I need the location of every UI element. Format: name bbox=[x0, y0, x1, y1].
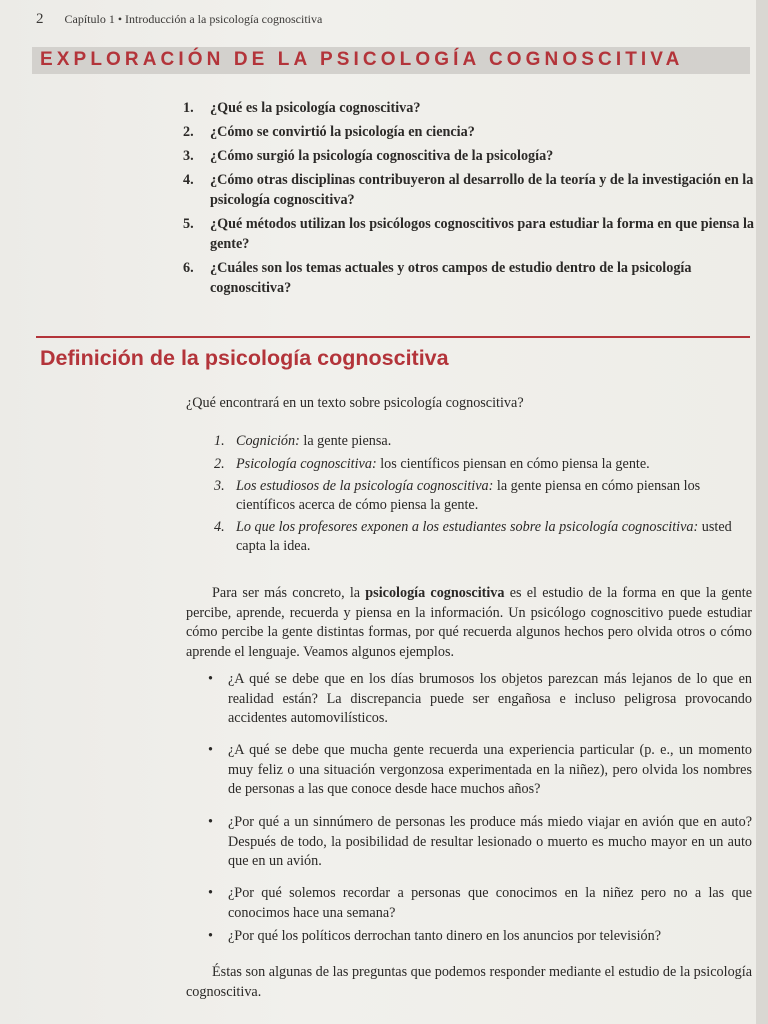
closing-paragraph: Éstas son algunas de las preguntas que podemos responder mediante el estudio de la psicología cognoscitiva. bbox=[186, 964, 752, 1000]
bullet-icon: • bbox=[208, 885, 213, 901]
bullet-item: • ¿Por qué solemos recordar a personas que conocimos en la niñez pero no a las que conocimos hace una semana? bbox=[208, 885, 752, 921]
definition-item: 3. Los estudiosos de la psicología cognoscitiva: la gente piensa en cómo piensan los científicos acerca de cómo piensa la gente. bbox=[214, 478, 701, 513]
bullet-icon: • bbox=[208, 928, 213, 944]
question-item: 4. ¿Cómo otras disciplinas contribuyeron al desarrollo de la teoría y de la investigación en la psicología cognoscitiva? bbox=[183, 172, 754, 208]
definition-term: Los estudiosos de la psicología cognoscitiva: bbox=[236, 478, 494, 494]
section-heading: Definición de la psicología cognoscitiva bbox=[40, 346, 449, 370]
running-header bbox=[36, 11, 322, 28]
bullet-item: • ¿A qué se debe que en los días brumosos los objetos parezcan más lejanos de lo que en realidad están? La discrepancia puede ser engañosa e incluso peligrosa provocando accidentes automovilísticos. bbox=[208, 671, 752, 726]
body-paragraph: Para ser más concreto, la psicología cognoscitiva es el estudio de la forma en que la gente percibe, aprende, recuerda y piensa en la información. Un psicólogo cognoscitivo puede estudiar cómo percibe la gente distintas formas, por qué recuerda algunos hechos pero olvida otros o cómo aprende el lenguaje. Veamos algunos ejemplos. bbox=[186, 585, 752, 660]
page-edge-shadow bbox=[756, 0, 768, 1024]
definition-item: 4. Lo que los profesores exponen a los estudiantes sobre la psicología cognoscitiva: usted capta la idea. bbox=[214, 519, 732, 554]
example-bullet-list bbox=[206, 813, 752, 872]
question-item: 6. ¿Cuáles son los temas actuales y otros campos de estudio dentro de la psicología cognoscitiva? bbox=[183, 260, 692, 296]
chapter-exploration-banner bbox=[32, 47, 750, 74]
definition-item: 2. Psicología cognoscitiva: los científicos piensan en cómo piensa la gente. bbox=[214, 455, 650, 472]
definitions-list bbox=[214, 432, 744, 559]
page-number: 2 bbox=[36, 11, 44, 27]
banner-title: EXPLORACIÓN DE LA PSICOLOGÍA COGNOSCITIVA bbox=[40, 49, 684, 70]
section-intro: ¿Qué encontrará en un texto sobre psicología cognoscitiva? bbox=[186, 395, 524, 411]
bullet-item: • ¿Por qué los políticos derrochan tanto dinero en los anuncios por televisión? bbox=[206, 927, 752, 947]
definition-term: Cognición: bbox=[236, 433, 300, 449]
key-term: psicología cognoscitiva bbox=[365, 585, 505, 601]
example-bullet-list bbox=[206, 927, 752, 947]
bullet-item: • ¿A qué se debe que mucha gente recuerda una experiencia particular (p. e., un momento muy feliz o una situación vergonzosa experimentada en la niñez), pero olvida los nombres de personas a las que conoce desde hace muchos años? bbox=[208, 742, 752, 797]
question-item: 3. ¿Cómo surgió la psicología cognoscitiva de la psicología? bbox=[183, 148, 554, 164]
running-head-text: Capítulo 1 • Introducción a la psicología cognoscitiva bbox=[64, 12, 323, 26]
definition-item: 1. Cognición: la gente piensa. bbox=[214, 433, 392, 449]
bullet-item: • ¿Por qué a un sinnúmero de personas les produce más miedo viajar en avión que en auto? Después de todo, la posibilidad de resultar lesionado o muerto es mucho mayor en un auto que en un avión. bbox=[208, 814, 752, 869]
section-divider bbox=[36, 336, 750, 338]
example-bullet-list bbox=[206, 670, 752, 729]
example-bullet-list bbox=[206, 741, 752, 800]
bullet-icon: • bbox=[208, 814, 213, 830]
question-item: 2. ¿Cómo se convirtió la psicología en ciencia? bbox=[183, 124, 475, 140]
bullet-icon: • bbox=[208, 671, 213, 687]
example-bullet-list bbox=[206, 884, 752, 923]
definition-term: Lo que los profesores exponen a los estudiantes sobre la psicología cognoscitiva: bbox=[236, 519, 699, 535]
question-item: 1. ¿Qué es la psicología cognoscitiva? bbox=[183, 100, 421, 116]
bullet-icon: • bbox=[208, 742, 213, 758]
exploration-questions-list bbox=[183, 98, 755, 302]
question-item: 5. ¿Qué métodos utilizan los psicólogos cognoscitivos para estudiar la forma en que piensa la gente? bbox=[183, 216, 755, 252]
definition-term: Psicología cognoscitiva: bbox=[236, 455, 377, 472]
